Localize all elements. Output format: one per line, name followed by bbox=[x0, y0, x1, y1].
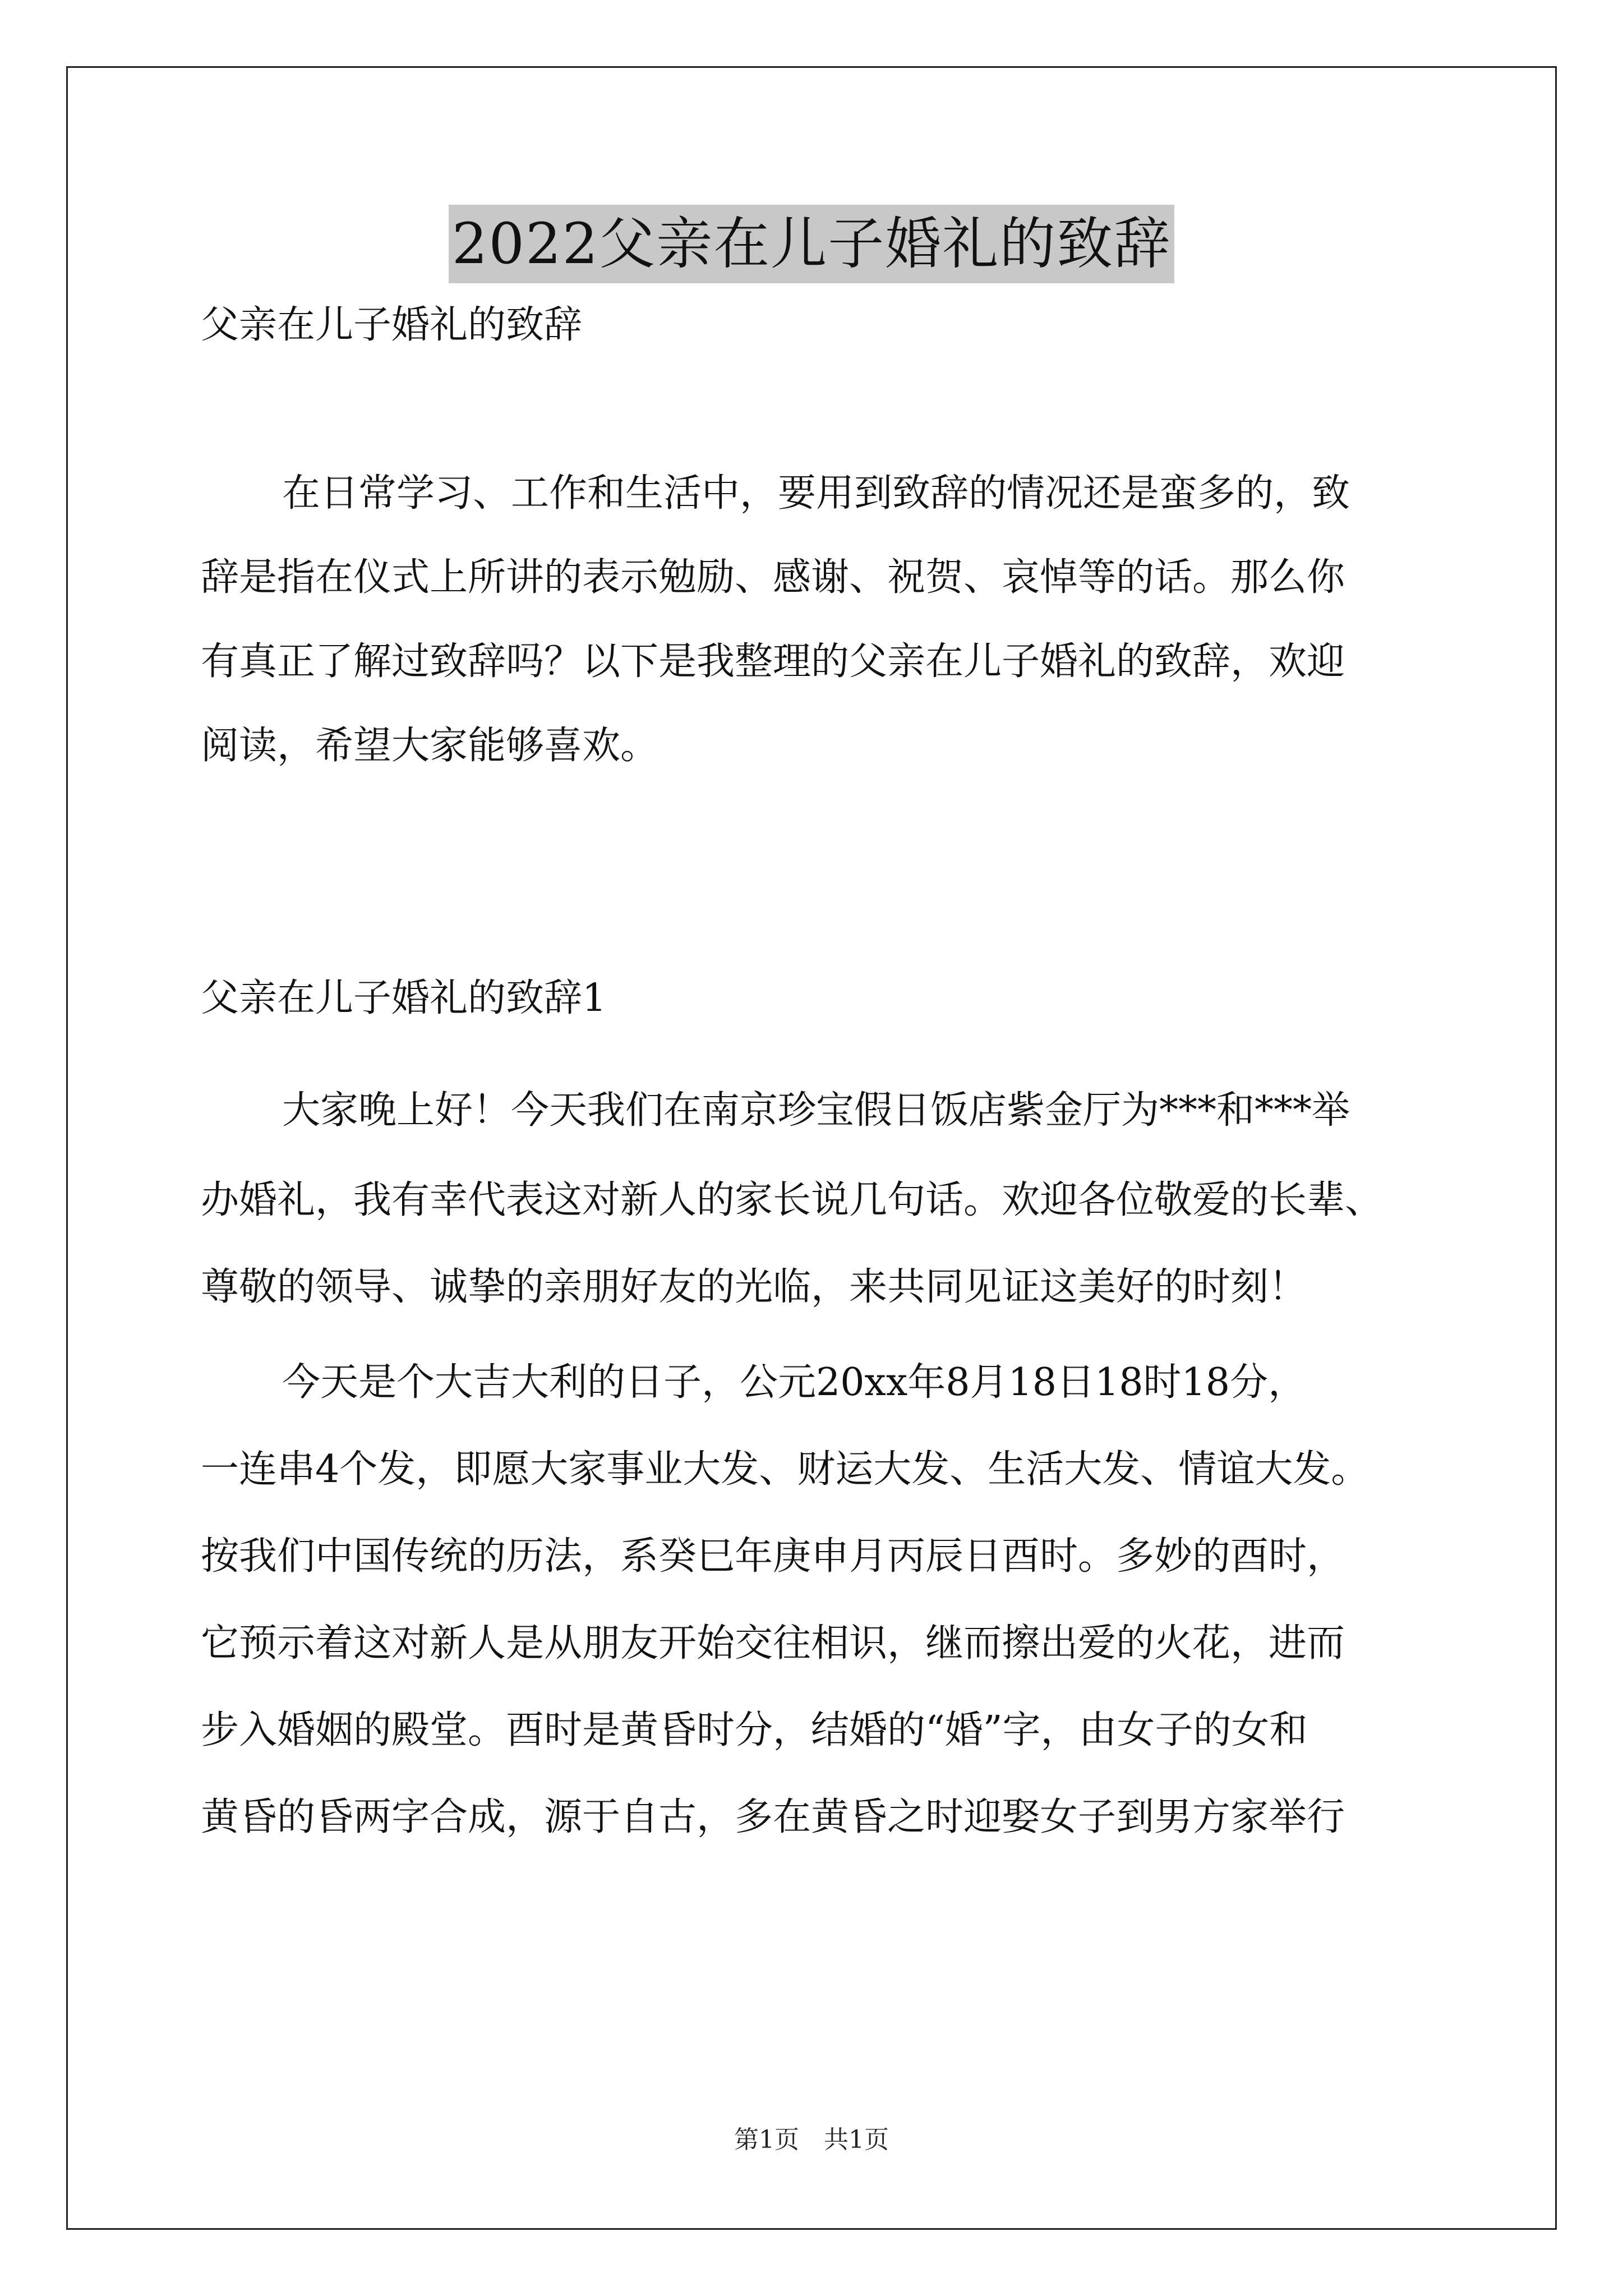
title-wrapper bbox=[0, 205, 1623, 283]
para2-line-2: 一连串4个发，即愿大家事业大发、财运大发、生活大发、情谊大发。 bbox=[201, 1447, 1370, 1492]
para2-line-4: 它预示着这对新人是从朋友开始交往相识，继而擦出爱的火花，进而 bbox=[201, 1621, 1345, 1665]
para2-line-5: 步入婚姻的殿堂。酉时是黄昏时分，结婚的“婚”字，由女子的女和 bbox=[201, 1708, 1308, 1752]
intro-line-4: 阅读，希望大家能够喜欢。 bbox=[201, 724, 659, 768]
para1-line-3: 尊敬的领导、诚挚的亲朋好友的光临，来共同见证这美好的时刻！ bbox=[201, 1265, 1307, 1309]
document-title: 2022父亲在儿子婚礼的致辞 bbox=[449, 205, 1175, 283]
intro-line-1 bbox=[282, 471, 1516, 516]
intro-line-1-text: 在日常学习、工作和生活中，要用到致辞的情况还是蛮多的，致 bbox=[282, 471, 1350, 516]
para2-line-3: 按我们中国传统的历法，系癸巳年庚申月丙辰日酉时。多妙的酉时， bbox=[201, 1534, 1345, 1579]
para1-line-2: 办婚礼，我有幸代表这对新人的家长说几句话。欢迎各位敬爱的长辈、 bbox=[201, 1178, 1384, 1222]
intro-line-3: 有真正了解过致辞吗？以下是我整理的父亲在儿子婚礼的致辞，欢迎 bbox=[201, 639, 1345, 684]
para2-line-6: 黄昏的昏两字合成，源于自古，多在黄昏之时迎娶女子到男方家举行 bbox=[201, 1795, 1345, 1839]
page-footer bbox=[0, 2123, 1623, 2157]
document-subtitle: 父亲在儿子婚礼的致辞 bbox=[201, 303, 583, 347]
para1-line-1: 大家晚上好！今天我们在南京珍宝假日饭店紫金厅为***和***举 bbox=[282, 1088, 1350, 1133]
intro-line-2: 辞是指在仪式上所讲的表示勉励、感谢、祝贺、哀悼等的话。那么你 bbox=[201, 555, 1345, 600]
page-number-label: 第1页 共1页 bbox=[734, 2125, 889, 2154]
para2-line-1: 今天是个大吉大利的日子，公元20xx年8月18日18时18分， bbox=[282, 1360, 1307, 1405]
page-border bbox=[66, 66, 1557, 2230]
section-heading: 父亲在儿子婚礼的致辞1 bbox=[201, 976, 607, 1020]
